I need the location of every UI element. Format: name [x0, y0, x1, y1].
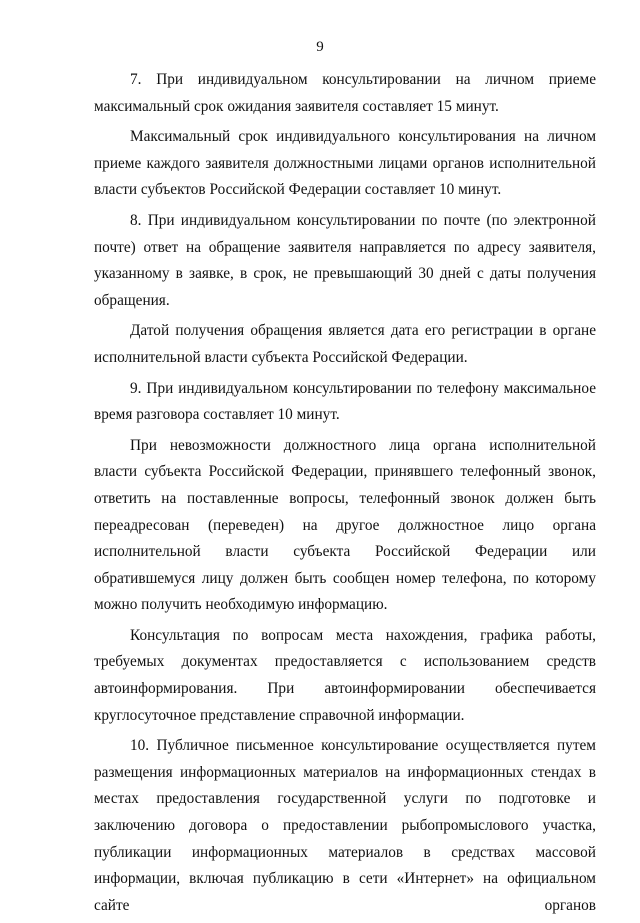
paragraph-call-redirect: При невозможности должностного лица органа исполнительной власти субъекта Российской Федерации, принявшего телефонный звонок, ответить на поставленные вопросы, телефонный звонок должен быть переадресован (переведен) на другое должностное лицо органа исполнительной власти субъекта Российской Федерации или обратившемуся лицу должен быть сообщен номер телефона, по которому можно получить необходимую информацию.: [94, 436, 596, 614]
page-number: 9: [316, 39, 324, 55]
paragraph-item-8-mail-consultation: 8. При индивидуальном консультировании по почте (по электронной почте) ответ на обращение заявителя направляется по адресу заявителя, указанному в заявке, в срок, не превышающий 30 дней с даты получения обращения.: [94, 211, 596, 309]
document-body: [94, 67, 596, 923]
paragraph-receipt-date: Датой получения обращения является дата его регистрации в органе исполнительной власти субъекта Российской Федерации.: [94, 322, 596, 366]
paragraph-consultation-duration: Максимальный срок индивидуального консультирования на личном приеме каждого заявителя должностными лицами органов исполнительной власти субъектов Российской Федерации составляет 10 минут.: [94, 128, 596, 199]
paragraph-item-10-public-consultation: 10. Публичное письменное консультирование осуществляется путем размещения информационных материалов на информационных стендах в местах предоставления государственной услуги по подготовке и заключению договора о предоставлении рыбопромыслового участка, публикации информационных материалов в средствах массовой информации, включая публикацию в сети «Интернет» на официальном сайте органов: [94, 737, 596, 914]
paragraph-autoinforming: Консультация по вопросам места нахождения, графика работы, требуемых документах предоставляется с использованием средств автоинформирования. При автоинформировании обеспечивается круглосуточное представление справочной информации.: [94, 626, 596, 724]
paragraph-item-7-wait-time: 7. При индивидуальном консультировании на личном приеме максимальный срок ожидания заявителя составляет 15 минут.: [94, 71, 596, 115]
paragraph-item-9-phone-consultation: 9. При индивидуальном консультировании по телефону максимальное время разговора составляет 10 минут.: [94, 379, 596, 424]
